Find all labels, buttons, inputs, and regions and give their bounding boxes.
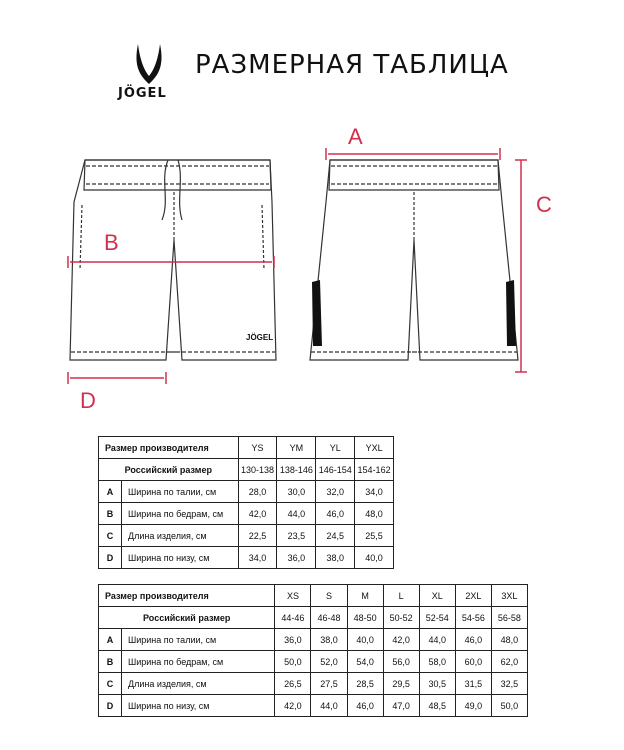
value-cell: 26,5 xyxy=(275,673,311,695)
value-cell: 50,0 xyxy=(275,651,311,673)
value-cell: 44,0 xyxy=(311,695,347,717)
measure-label-d: D xyxy=(80,388,96,413)
value-cell: 36,0 xyxy=(275,629,311,651)
size-cell: 3XL xyxy=(491,585,527,607)
row-label: Длина изделия, см xyxy=(122,525,239,547)
table-row xyxy=(99,547,394,569)
row-label: Ширина по талии, см xyxy=(122,481,239,503)
value-cell: 62,0 xyxy=(491,651,527,673)
value-cell: 44,0 xyxy=(419,629,455,651)
side-panel-right xyxy=(506,280,516,346)
size-cell: 2XL xyxy=(455,585,491,607)
value-cell: 54,0 xyxy=(347,651,383,673)
value-cell: 42,0 xyxy=(383,629,419,651)
value-cell: 42,0 xyxy=(275,695,311,717)
side-panel-left xyxy=(312,280,322,346)
ru-size-cell: 44-46 xyxy=(275,607,311,629)
ru-size-label: Российский размер xyxy=(99,607,275,629)
table-row xyxy=(99,525,394,547)
table-row xyxy=(99,607,528,629)
shorts-logo-text: JÖGEL xyxy=(246,333,274,342)
value-cell: 34,0 xyxy=(355,481,394,503)
value-cell: 38,0 xyxy=(316,547,355,569)
row-label: Ширина по низу, см xyxy=(122,547,239,569)
row-letter: B xyxy=(99,651,122,673)
size-cell: XL xyxy=(419,585,455,607)
shorts-front xyxy=(70,160,276,360)
value-cell: 46,0 xyxy=(316,503,355,525)
size-cell: YS xyxy=(238,437,277,459)
row-letter: A xyxy=(99,629,122,651)
ru-size-label: Российский размер xyxy=(99,459,239,481)
value-cell: 52,0 xyxy=(311,651,347,673)
size-cell: YL xyxy=(316,437,355,459)
jogel-logo-mark-icon xyxy=(124,40,174,86)
table-row xyxy=(99,673,528,695)
ru-size-cell: 50-52 xyxy=(383,607,419,629)
value-cell: 42,0 xyxy=(238,503,277,525)
value-cell: 36,0 xyxy=(277,547,316,569)
value-cell: 24,5 xyxy=(316,525,355,547)
value-cell: 27,5 xyxy=(311,673,347,695)
row-letter: D xyxy=(99,695,122,717)
value-cell: 40,0 xyxy=(347,629,383,651)
table-row xyxy=(99,503,394,525)
measure-label-a: A xyxy=(348,124,363,149)
table-row xyxy=(99,629,528,651)
value-cell: 28,0 xyxy=(238,481,277,503)
brand-logo-text: JÖGEL xyxy=(118,86,167,101)
value-cell: 48,5 xyxy=(419,695,455,717)
table-row xyxy=(99,651,528,673)
shorts-diagram xyxy=(0,110,624,420)
ru-size-cell: 54-56 xyxy=(455,607,491,629)
row-label: Длина изделия, см xyxy=(122,673,275,695)
value-cell: 32,0 xyxy=(316,481,355,503)
value-cell: 47,0 xyxy=(383,695,419,717)
measure-label-c: C xyxy=(536,192,552,217)
table-row xyxy=(99,481,394,503)
ru-size-cell: 48-50 xyxy=(347,607,383,629)
size-table-adult xyxy=(98,584,528,717)
ru-size-cell: 52-54 xyxy=(419,607,455,629)
row-label: Ширина по талии, см xyxy=(122,629,275,651)
table-row xyxy=(99,585,528,607)
value-cell: 30,5 xyxy=(419,673,455,695)
value-cell: 44,0 xyxy=(277,503,316,525)
size-cell: XS xyxy=(275,585,311,607)
value-cell: 40,0 xyxy=(355,547,394,569)
ru-size-cell: 154-162 xyxy=(355,459,394,481)
size-cell: S xyxy=(311,585,347,607)
value-cell: 48,0 xyxy=(491,629,527,651)
ru-size-cell: 138-146 xyxy=(277,459,316,481)
size-cell: YXL xyxy=(355,437,394,459)
value-cell: 58,0 xyxy=(419,651,455,673)
measure-label-b: B xyxy=(104,230,119,255)
ru-size-cell: 56-58 xyxy=(491,607,527,629)
value-cell: 56,0 xyxy=(383,651,419,673)
size-cell: M xyxy=(347,585,383,607)
page-title: РАЗМЕРНАЯ ТАБЛИЦА xyxy=(195,50,509,80)
row-label: Ширина по низу, см xyxy=(122,695,275,717)
table-row xyxy=(99,695,528,717)
shorts-back xyxy=(310,160,518,360)
row-letter: C xyxy=(99,525,122,547)
value-cell: 49,0 xyxy=(455,695,491,717)
value-cell: 48,0 xyxy=(355,503,394,525)
value-cell: 22,5 xyxy=(238,525,277,547)
ru-size-cell: 46-48 xyxy=(311,607,347,629)
measure-lines xyxy=(68,148,527,384)
value-cell: 23,5 xyxy=(277,525,316,547)
value-cell: 30,0 xyxy=(277,481,316,503)
row-letter: C xyxy=(99,673,122,695)
value-cell: 32,5 xyxy=(491,673,527,695)
table-row xyxy=(99,437,394,459)
value-cell: 60,0 xyxy=(455,651,491,673)
table-row xyxy=(99,459,394,481)
value-cell: 31,5 xyxy=(455,673,491,695)
size-header: Размер производителя xyxy=(99,585,275,607)
row-letter: B xyxy=(99,503,122,525)
value-cell: 38,0 xyxy=(311,629,347,651)
size-cell: YM xyxy=(277,437,316,459)
value-cell: 46,0 xyxy=(347,695,383,717)
value-cell: 34,0 xyxy=(238,547,277,569)
value-cell: 25,5 xyxy=(355,525,394,547)
value-cell: 46,0 xyxy=(455,629,491,651)
size-header: Размер производителя xyxy=(99,437,239,459)
value-cell: 28,5 xyxy=(347,673,383,695)
size-cell: L xyxy=(383,585,419,607)
row-letter: A xyxy=(99,481,122,503)
value-cell: 50,0 xyxy=(491,695,527,717)
row-label: Ширина по бедрам, см xyxy=(122,503,239,525)
size-table-youth xyxy=(98,436,394,569)
row-letter: D xyxy=(99,547,122,569)
ru-size-cell: 130-138 xyxy=(238,459,277,481)
value-cell: 29,5 xyxy=(383,673,419,695)
ru-size-cell: 146-154 xyxy=(316,459,355,481)
row-label: Ширина по бедрам, см xyxy=(122,651,275,673)
